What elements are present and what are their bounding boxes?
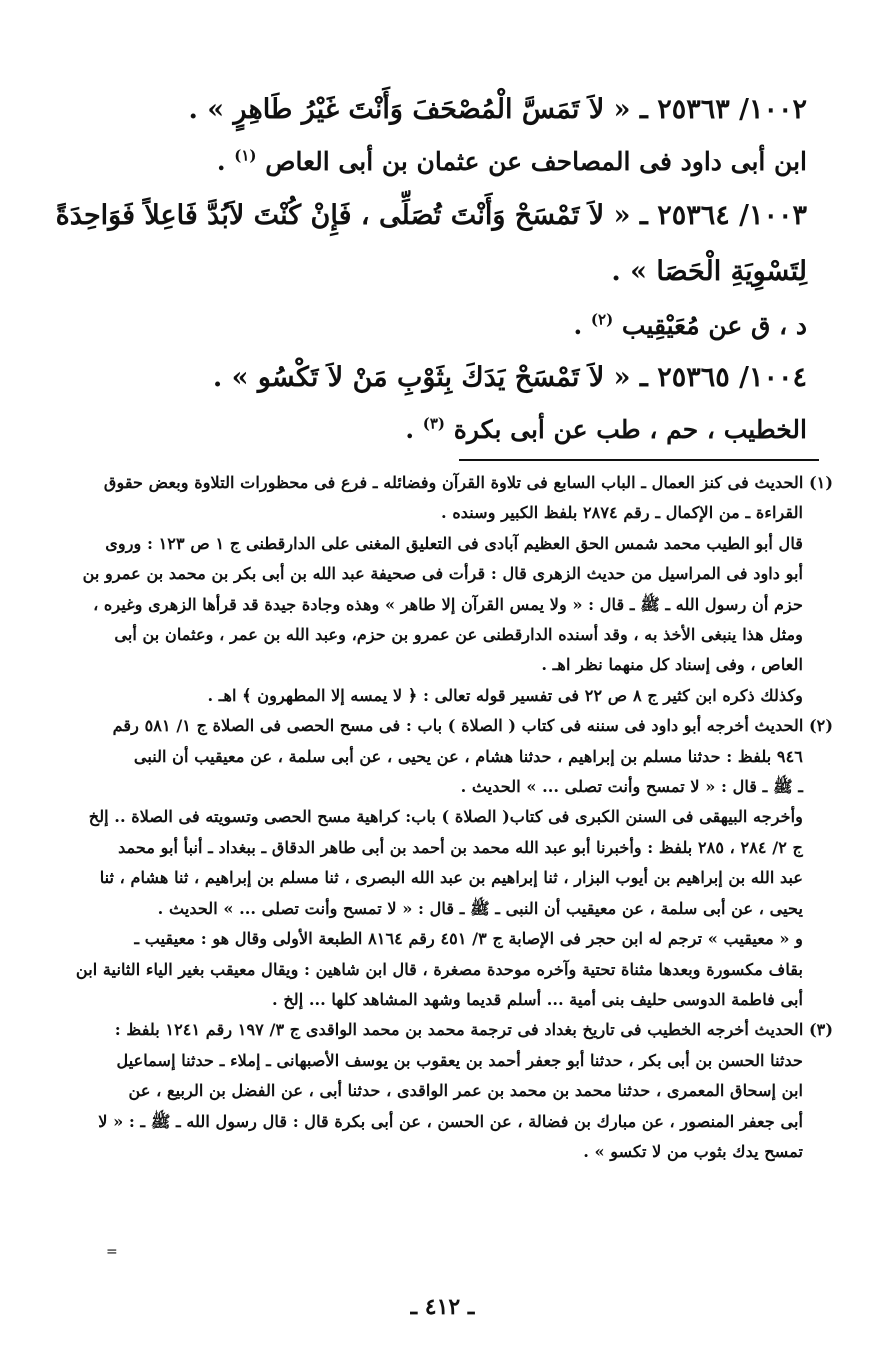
- source-1003: [40, 300, 807, 352]
- footnote-3-line: ابن إسحاق المعمرى ، حدثنا محمد بن محمد بن عمر الواقدى ، حدثنا أبى ، عن الفضل بن الربيع ، عن: [128, 1081, 803, 1101]
- footnote-1-line: العاص ، وفى إسناد كل منهما نظر اهـ .: [541, 655, 803, 675]
- footnote-1-line: ومثل هذا ينبغى الأخذ به ، وقد أسنده الدارقطنى عن عمرو بن حزم، وعبد الله بن عمر ، وعثمان بن أبى: [114, 625, 803, 645]
- footnote-2-line: و « معيقيب » ترجم له ابن حجر فى الإصابة ج ٣/ ٤٥١ رقم ٨١٦٤ الطبعة الأولى وقال هو : معيقيب ـ: [134, 929, 803, 949]
- footnote-2-line: ـ ﷺ ـ قال : « لا تمسح وأنت تصلى ... » الحديث .: [460, 777, 803, 797]
- footnote-1-line: القراءة ـ من الإكمال ـ رقم ٢٨٧٤ بلفظ الكبير وسنده .: [441, 503, 803, 523]
- hadith-1003: [40, 188, 807, 300]
- footnote-ref-2: (٢): [590, 310, 614, 329]
- source-1004-text: الخطيب ، حم ، طب عن أبى بكرة: [453, 415, 807, 444]
- footnote-ref-1: (١): [234, 146, 257, 165]
- source-1003-text: د ، ق عن مُعَيْقِيب: [621, 311, 807, 340]
- continuation-mark: =: [106, 1244, 118, 1260]
- footnotes: [48, 468, 833, 1167]
- footnote-2-line: بقاف مكسورة وبعدها مثناة تحتية وآخره موحدة مصغرة ، قال ابن شاهين : ويقال معيقب بغير الياء الثانية ابن: [75, 959, 803, 979]
- main-text: [40, 84, 807, 456]
- source-1004-end: .: [405, 415, 423, 444]
- hadith-1002-text: ١٠٠٢/ ٢٥٣٦٣ ـ « لاَ تَمَسَّ الْمُصْحَفَ وَأَنْتَ غَيْرُ طَاهِرٍ » .: [188, 94, 807, 125]
- footnote-ref-3: (٣): [422, 414, 446, 433]
- source-1002-text: ابن أبى داود فى المصاحف عن عثمان بن أبى العاص: [265, 147, 807, 176]
- footnote-1-line: أبو داود فى المراسيل من حديث الزهرى قال : قرأت فى صحيفة عبد الله بن أبى بكر بن محمد بن عمرو بن: [82, 564, 803, 584]
- footnote-separator: [459, 459, 819, 461]
- footnote-2-line: ٩٤٦ بلفظ : حدثنا مسلم بن إبراهيم ، حدثنا هشام ، عن يحيى ، عن أبى سلمة ، عن معيقيب أن النبى: [133, 746, 803, 766]
- footnote-2-line: عبد الله بن إبراهيم بن أيوب البزار ، ثنا إبراهيم بن عبد الله البصرى ، ثنا مسلم بن إبراهيم ، ثنا هشام ، ثنا: [99, 868, 803, 888]
- footnote-2-line: ج ٢/ ٢٨٤ ، ٢٨٥ بلفظ : وأخبرنا أبو عبد الله محمد بن أحمد بن أبى طاهر الدقاق ـ ببغداد ـ أنبأ أبو محمد: [118, 837, 803, 857]
- hadith-1004-text: ١٠٠٤/ ٢٥٣٦٥ ـ « لاَ تَمْسَحْ يَدَكَ بِثَوْبِ مَنْ لاَ تَكْسُو » .: [212, 362, 807, 393]
- source-1003-end: .: [573, 311, 591, 340]
- footnote-3-line: أبى جعفر المنصور ، عن مبارك بن فضالة ، عن الحسن ، عن أبى بكرة قال : قال رسول الله ـ ﷺ ـ : « لا: [98, 1111, 803, 1131]
- source-1002: [40, 136, 807, 188]
- footnote-2-line: (٢) الحديث أخرجه أبو داود فى سننه فى كتاب ( الصلاة ) باب : فى مسح الحصى فى الصلاة ج ١/ ٥٨١ رقم: [112, 716, 833, 736]
- footnote-3-line: تمسح يدك بثوب من لا تكسو » .: [583, 1141, 803, 1161]
- page-number: ـ ٤١٢ ـ: [410, 1294, 475, 1320]
- footnote-1-line: قال أبو الطيب محمد شمس الحق العظيم آبادى فى التعليق المغنى على الدارقطنى ج ١ ص ١٢٣ : وروى: [105, 533, 803, 553]
- footnote-1-line: حزم أن رسول الله ـ ﷺ ـ قال : « ولا يمس القرآن إلا طاهر » وهذه وجادة جيدة قد قرأها الزهرى وغيره ،: [93, 594, 803, 614]
- footnote-1-line: (١) الحديث فى كنز العمال ـ الباب السابع فى تلاوة القرآن وفضائله ـ فرع فى محظورات التلاوة وبعض حقوق: [103, 473, 833, 492]
- source-1002-end: .: [216, 147, 235, 176]
- footnote-2-line: وأخرجه البيهقى فى السنن الكبرى فى كتاب( الصلاة ) باب: كراهية مسح الحصى وتسويته فى الصلاة .. إلخ: [88, 807, 803, 827]
- footnote-2-line: أبى فاطمة الدوسى حليف بنى أمية ... أسلم قديما وشهد المشاهد كلها ... إلخ .: [272, 989, 803, 1009]
- hadith-1003-text: ١٠٠٣/ ٢٥٣٦٤ ـ « لاَ تَمْسَحْ وَأَنْتَ تُصَلِّى ، فَإِنْ كُنْتَ لاَبُدَّ فَاعِلاً فَوَاحِدَةً لِتَسْوِيَةِ الْحَصَا » .: [55, 200, 807, 287]
- footnote-1-line: وكذلك ذكره ابن كثير ج ٨ ص ٢٢ فى تفسير قوله تعالى : ﴿ لا يمسه إلا المطهرون ﴾ اهـ .: [207, 685, 803, 705]
- footnote-3-line: حدثنا الحسن بن أبى بكر ، حدثنا أبو جعفر أحمد بن يعقوب بن يوسف الأصبهانى ـ إملاء ـ حدثنا إسماعيل: [116, 1050, 803, 1070]
- hadith-1004: [40, 352, 807, 404]
- footnote-3-line: (٣) الحديث أخرجه الخطيب فى تاريخ بغداد فى ترجمة محمد بن محمد الواقدى ج ٣/ ١٩٧ رقم ١٢٤١ بلفظ :: [114, 1020, 833, 1040]
- hadith-1002: [40, 84, 807, 136]
- footnote-2-line: يحيى ، عن أبى سلمة ، عن معيقيب أن النبى ـ ﷺ ـ قال : « لا تمسح وأنت تصلى ... » الحديث .: [157, 898, 803, 918]
- source-1004: [40, 404, 807, 456]
